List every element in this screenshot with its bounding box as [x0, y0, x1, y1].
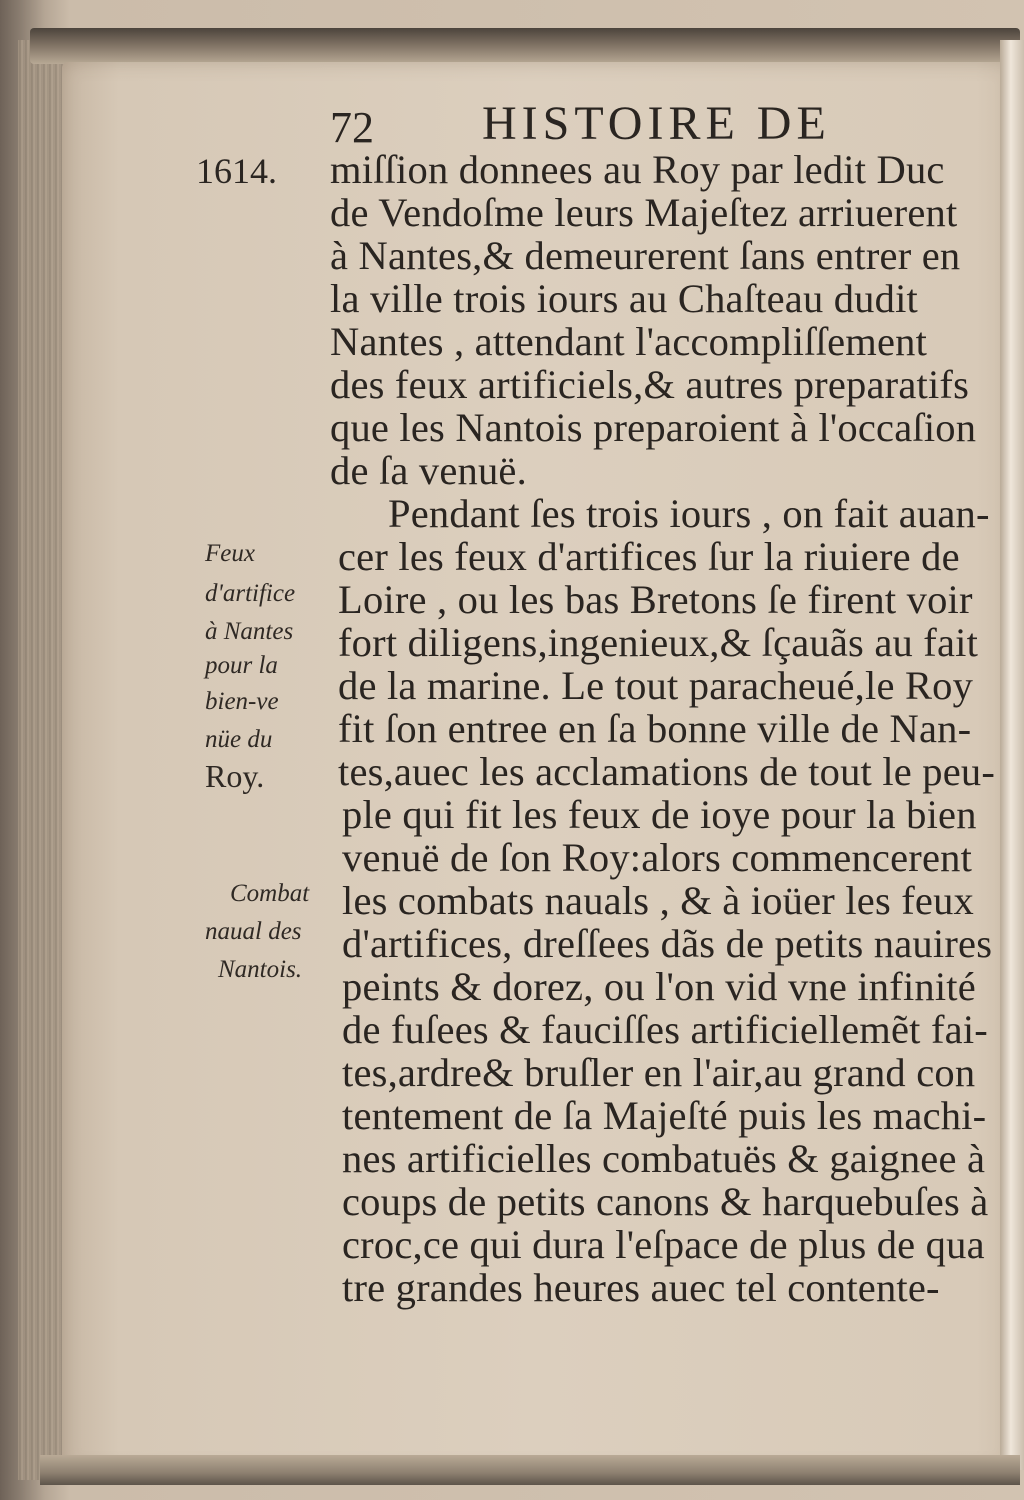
- body-line: les combats nauals , & à ioüer les feux: [342, 878, 974, 923]
- body-line: de Vendoſme leurs Majeſtez arriuerent: [330, 190, 958, 235]
- body-line: Nantes , attendant l'accompliſſement: [330, 319, 928, 364]
- right-page-edge: [1000, 40, 1024, 1470]
- body-line: que les Nantois preparoient à l'occaſion: [330, 405, 977, 450]
- bottom-page-edge: [40, 1455, 1020, 1485]
- body-line: tes,auec les acclamations de tout le peu-: [338, 749, 996, 794]
- body-line: tentement de ſa Majeſté puis les machi-: [342, 1093, 987, 1138]
- body-line: miſſion donnees au Roy par ledit Duc: [330, 147, 945, 192]
- body-line: croc,ce qui dura l'eſpace de plus de qua: [342, 1222, 985, 1267]
- running-title: HISTOIRE DE: [482, 97, 831, 150]
- year-margin-note: 1614.: [196, 151, 277, 191]
- body-line: fit ſon entree en ſa bonne ville de Nan-: [338, 706, 972, 751]
- page-number: 72: [330, 103, 374, 152]
- margin-note-line: à Nantes: [205, 618, 294, 645]
- margin-note-line: naual des: [205, 918, 302, 945]
- top-page-edge: [30, 28, 1020, 64]
- body-line: Loire , ou les bas Bretons ſe firent voir: [338, 577, 973, 622]
- body-line: de fuſees & fauciſſes artificiellemẽt fai-: [342, 1007, 988, 1052]
- margin-note-line: bien-ve: [205, 688, 279, 715]
- body-line: de ſa venuë.: [330, 448, 527, 493]
- body-line: tre grandes heures auec tel contente-: [342, 1265, 940, 1310]
- body-line: Pendant ſes trois iours , on fait auan-: [388, 491, 990, 536]
- margin-note-line: d'artifice: [205, 580, 296, 607]
- body-line: des feux artificiels,& autres preparatifs: [330, 362, 970, 407]
- body-line: à Nantes,& demeurerent ſans entrer en: [330, 233, 961, 278]
- left-page-edges: [18, 40, 68, 1480]
- body-line: cer les feux d'artifices ſur la riuiere de: [338, 534, 960, 579]
- body-line: ple qui fit les feux de ioye pour la bien: [342, 792, 977, 837]
- body-line: fort diligens,ingenieux,& ſçauãs au fait: [338, 620, 979, 665]
- body-line: de la marine. Le tout paracheué,le Roy: [338, 663, 974, 708]
- body-line: tes,ardre& bruſler en l'air,au grand con: [342, 1050, 976, 1095]
- body-line: la ville trois iours au Chaſteau dudit: [330, 276, 918, 321]
- margin-note-line: Combat: [230, 880, 310, 907]
- margin-note-line: pour la: [205, 652, 278, 679]
- body-line: coups de petits canons & harquebuſes à: [342, 1179, 989, 1224]
- body-line: venuë de ſon Roy:alors commencerent: [342, 835, 973, 880]
- margin-note-line: Roy.: [205, 758, 265, 794]
- margin-note-line: nüe du: [205, 726, 273, 753]
- body-line: peints & dorez, ou l'on vid vne infinité: [342, 964, 976, 1009]
- margin-note-line: Nantois.: [218, 956, 303, 983]
- body-line: nes artificielles combatuës & gaignee à: [342, 1136, 986, 1181]
- body-line: d'artifices, dreſſees dãs de petits nauires: [342, 921, 993, 966]
- margin-note-line: Feux: [205, 540, 255, 567]
